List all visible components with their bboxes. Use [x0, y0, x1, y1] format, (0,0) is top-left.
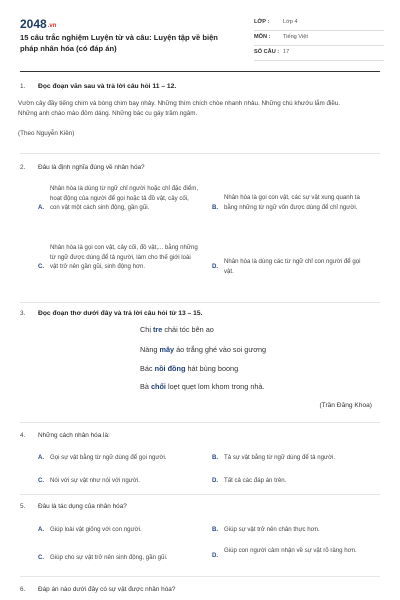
- poem-author: (Trần Đăng Khoa): [319, 402, 372, 409]
- separator: [20, 302, 380, 303]
- site-logo[interactable]: [20, 17, 56, 31]
- separator: [20, 494, 380, 495]
- meta-subject: MÔN : Tiếng Việt: [254, 30, 384, 46]
- poem-line-2: Nàng mây áo trắng ghé vào soi gương: [140, 345, 267, 354]
- worksheet-page: 2048.vn 15 câu trắc nghiệm Luyện từ và câu: Luyện tập về biện pháp nhân hóa (có đáp án) LỚP : Lớp 4 MÔN : Tiếng Việt SỐ CÂU : 17 1. Đọc đoạn văn sau và trả lời câu hỏi 11 – 12. Vườn cây đầy tiếng chim và bóng chim bay nhảy. Những thím chích chòe nhanh nhảu. Những chú khướu lắm điều. Những anh chào mào đỏm dáng. Những bác cu gáy trầm ngâm. (Theo Nguyễn Kiên) 2. Đâu là định nghĩa đúng về nhân hóa? A. Nhân hóa là dùng từ ngữ chỉ người hoặc chỉ đặc điểm, hoạt động của người để gọi hoặc tả đồ vật, cây cối, con vật một cách sinh động, gần gũi. B. Nhân hóa là gọi con vật, các sự vật xung quanh ta bằng những từ ngữ vốn được dùng để chỉ người. C. Nhân hóa là gọi con vật, cây cối, đồ vật,... bằng những từ ngữ được dùng để tả người, làm cho thế giới loài vật trở nên gần gũi, sinh động hơn. D. Nhân hóa là dùng các từ ngữ chỉ con người để gọi vật. 3. Đọc đoạn thơ dưới đây và trả lời câu hỏi từ 13 – 15. Chị tre chải tóc bên ao Nàng mây áo trắng ghé vào soi gương Bác nồi đồng hát bùng boong Bà chổi loẹt quẹt lom khom trong nhà. (Trần Đăng Khoa) 4. Những cách nhân hóa là: A. Gọi sự vật bằng từ ngữ dùng để gọi người. B. Tả sự vật bằng từ ngữ dùng để tả người. C. Nói với sự vật như nói với người. D. Tất cả các đáp án trên. 5. Đâu là tác dụng của nhân hóa? A. Giúp loài vật giống với con người. B. Giúp sự vật trở nên chân thực hơn. C. Giúp cho sự vật trở nên sinh động, gần gũi. D. Giúp con người cảm nhận về sự vật rõ ràng hơn. 6. Đáp án nào dưới đây có sự vật được nhân hóa?: [0, 0, 400, 600]
- logo-suffix: .vn: [47, 23, 57, 29]
- passage-source: (Theo Nguyễn Kiên): [18, 130, 75, 137]
- meta-count: SỐ CÂU : 17: [254, 45, 384, 61]
- poem-line-4: Bà chổi loẹt quẹt lom khom trong nhà.: [140, 382, 265, 391]
- header-divider: [20, 71, 380, 72]
- reading-passage: Vườn cây đầy tiếng chim và bóng chim bay nhảy. Những thím chích chòe nhanh nhảu. Những chú khướu lắm điều. Những anh chào mào đỏm dáng. Những bác cu gáy trầm ngâm.: [18, 100, 341, 117]
- meta-class: LỚP : Lớp 4: [254, 15, 384, 31]
- separator: [20, 153, 380, 154]
- separator: [20, 576, 380, 577]
- logo-text: 2048: [20, 17, 47, 31]
- poem-line-1: Chị tre chải tóc bên ao: [140, 325, 214, 334]
- document-title: 15 câu trắc nghiệm Luyện từ và câu: Luyện tập về biện pháp nhân hóa (có đáp án): [20, 33, 218, 53]
- separator: [20, 422, 380, 423]
- poem-line-3: Bác nồi đồng hát bùng boong: [140, 364, 239, 373]
